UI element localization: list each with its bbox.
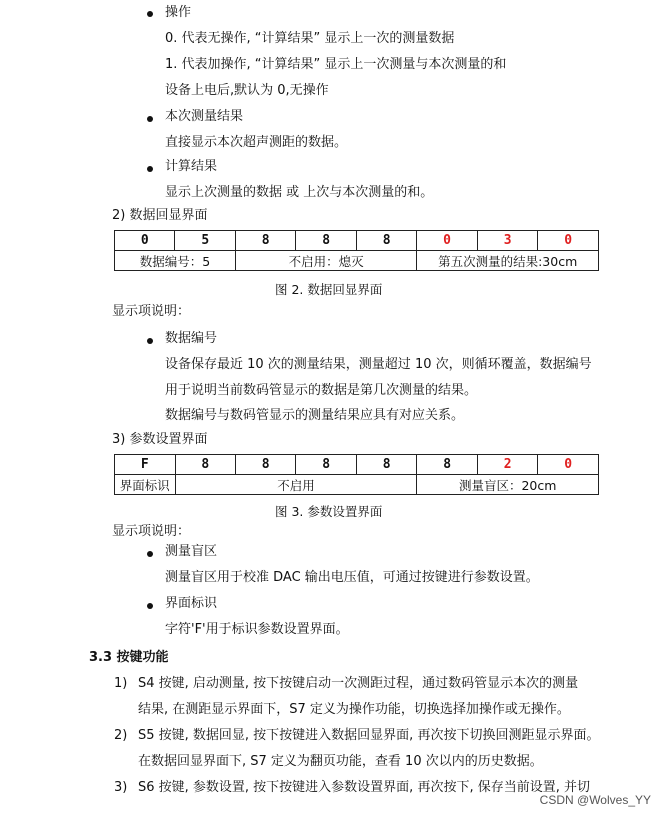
desc-title: 显示项说明： <box>112 304 191 319</box>
text-line: 0. 代表无操作, “计算结果” 显示上一次的测量数据 <box>165 31 455 46</box>
table-cell: 数据编号：5 <box>115 251 236 271</box>
digit-cell: 0 <box>115 231 175 251</box>
bullet-icon <box>147 551 153 557</box>
bullet-icon <box>147 603 153 609</box>
data-echo-table <box>114 230 599 271</box>
bullet-icon <box>147 166 153 172</box>
section-title-current: 本次测量结果 <box>165 109 244 124</box>
text-line: 用于说明当前数码管显示的数据是第几次测量的结果。 <box>165 383 478 398</box>
digit-cell: 3 <box>477 231 538 251</box>
section-title-operation: 操作 <box>165 5 192 20</box>
text-line: 字符'F'用于标识参数设置界面。 <box>165 622 349 637</box>
digit-cell: 5 <box>175 231 235 251</box>
digit-cell: 8 <box>235 455 295 475</box>
desc-title: 显示项说明： <box>112 524 191 539</box>
list-number: 1) <box>114 676 128 691</box>
text-line: 设备上电后,默认为 0,无操作 <box>165 83 329 98</box>
text-line: 显示上次测量的数据 或 上次与本次测量的和。 <box>165 185 434 200</box>
bullet-icon <box>147 11 153 17</box>
figure-caption: 图 3. 参数设置界面 <box>275 504 383 519</box>
text-line: 设备保存最近 10 次的测量结果，测量超过 10 次，则循环覆盖，数据编号 <box>165 357 592 372</box>
item-title: 数据编号 <box>165 331 218 346</box>
figure-heading: 3) 参数设置界面 <box>112 432 208 447</box>
digit-cell: 8 <box>356 455 416 475</box>
bullet-icon <box>147 338 153 344</box>
digit-cell: 8 <box>175 455 235 475</box>
digit-cell: 0 <box>538 231 599 251</box>
param-setting-table <box>114 454 599 495</box>
text-line: 1. 代表加操作, “计算结果” 显示上一次测量与本次测量的和 <box>165 57 507 72</box>
digit-cell: 0 <box>417 231 478 251</box>
text-line: 测量盲区用于校准 DAC 输出电压值，可通过按键进行参数设置。 <box>165 570 539 585</box>
bullet-icon <box>147 116 153 122</box>
digit-cell: 8 <box>296 231 356 251</box>
digit-cell: 8 <box>296 455 356 475</box>
text-line: S6 按键, 参数设置, 按下按键进入参数设置界面, 再次按下, 保存当前设置, 并切 <box>138 780 590 795</box>
figure-heading: 2) 数据回显界面 <box>112 208 208 223</box>
list-number: 2) <box>114 728 128 743</box>
table-cell: 测量盲区：20cm <box>417 475 599 495</box>
digit-cell: 8 <box>417 455 478 475</box>
text-line: 结果, 在测距显示界面下，S7 定义为操作功能，切换选择加操作或无操作。 <box>138 702 570 717</box>
text-line: S4 按键, 启动测量, 按下按键启动一次测距过程，通过数码管显示本次的测量 <box>138 676 579 691</box>
digit-cell: 8 <box>356 231 416 251</box>
text-line: 直接显示本次超声测距的数据。 <box>165 135 348 150</box>
item-title: 测量盲区 <box>165 544 218 559</box>
table-cell: 界面标识 <box>115 475 176 495</box>
table-cell: 不启用 <box>175 475 417 495</box>
digit-cell: 0 <box>538 455 599 475</box>
list-number: 3) <box>114 780 128 795</box>
digit-cell: 2 <box>477 455 538 475</box>
table-cell: 第五次测量的结果:30cm <box>417 251 599 271</box>
figure-caption: 图 2. 数据回显界面 <box>275 282 383 297</box>
text-line: 在数据回显界面下, S7 定义为翻页功能，查看 10 次以内的历史数据。 <box>138 754 543 769</box>
text-line: S5 按键, 数据回显, 按下按键进入数据回显界面, 再次按下切换回测距显示界面。 <box>138 728 600 743</box>
table-cell: 不启用：熄灭 <box>235 251 416 271</box>
section-heading-keys: 3.3 按键功能 <box>89 650 169 665</box>
digit-cell: 8 <box>235 231 295 251</box>
digit-cell: F <box>115 455 176 475</box>
watermark: CSDN @Wolves_YY <box>539 793 651 807</box>
item-title: 界面标识 <box>165 596 218 611</box>
text-line: 数据编号与数码管显示的测量结果应具有对应关系。 <box>165 408 465 423</box>
section-title-calc: 计算结果 <box>165 159 218 174</box>
